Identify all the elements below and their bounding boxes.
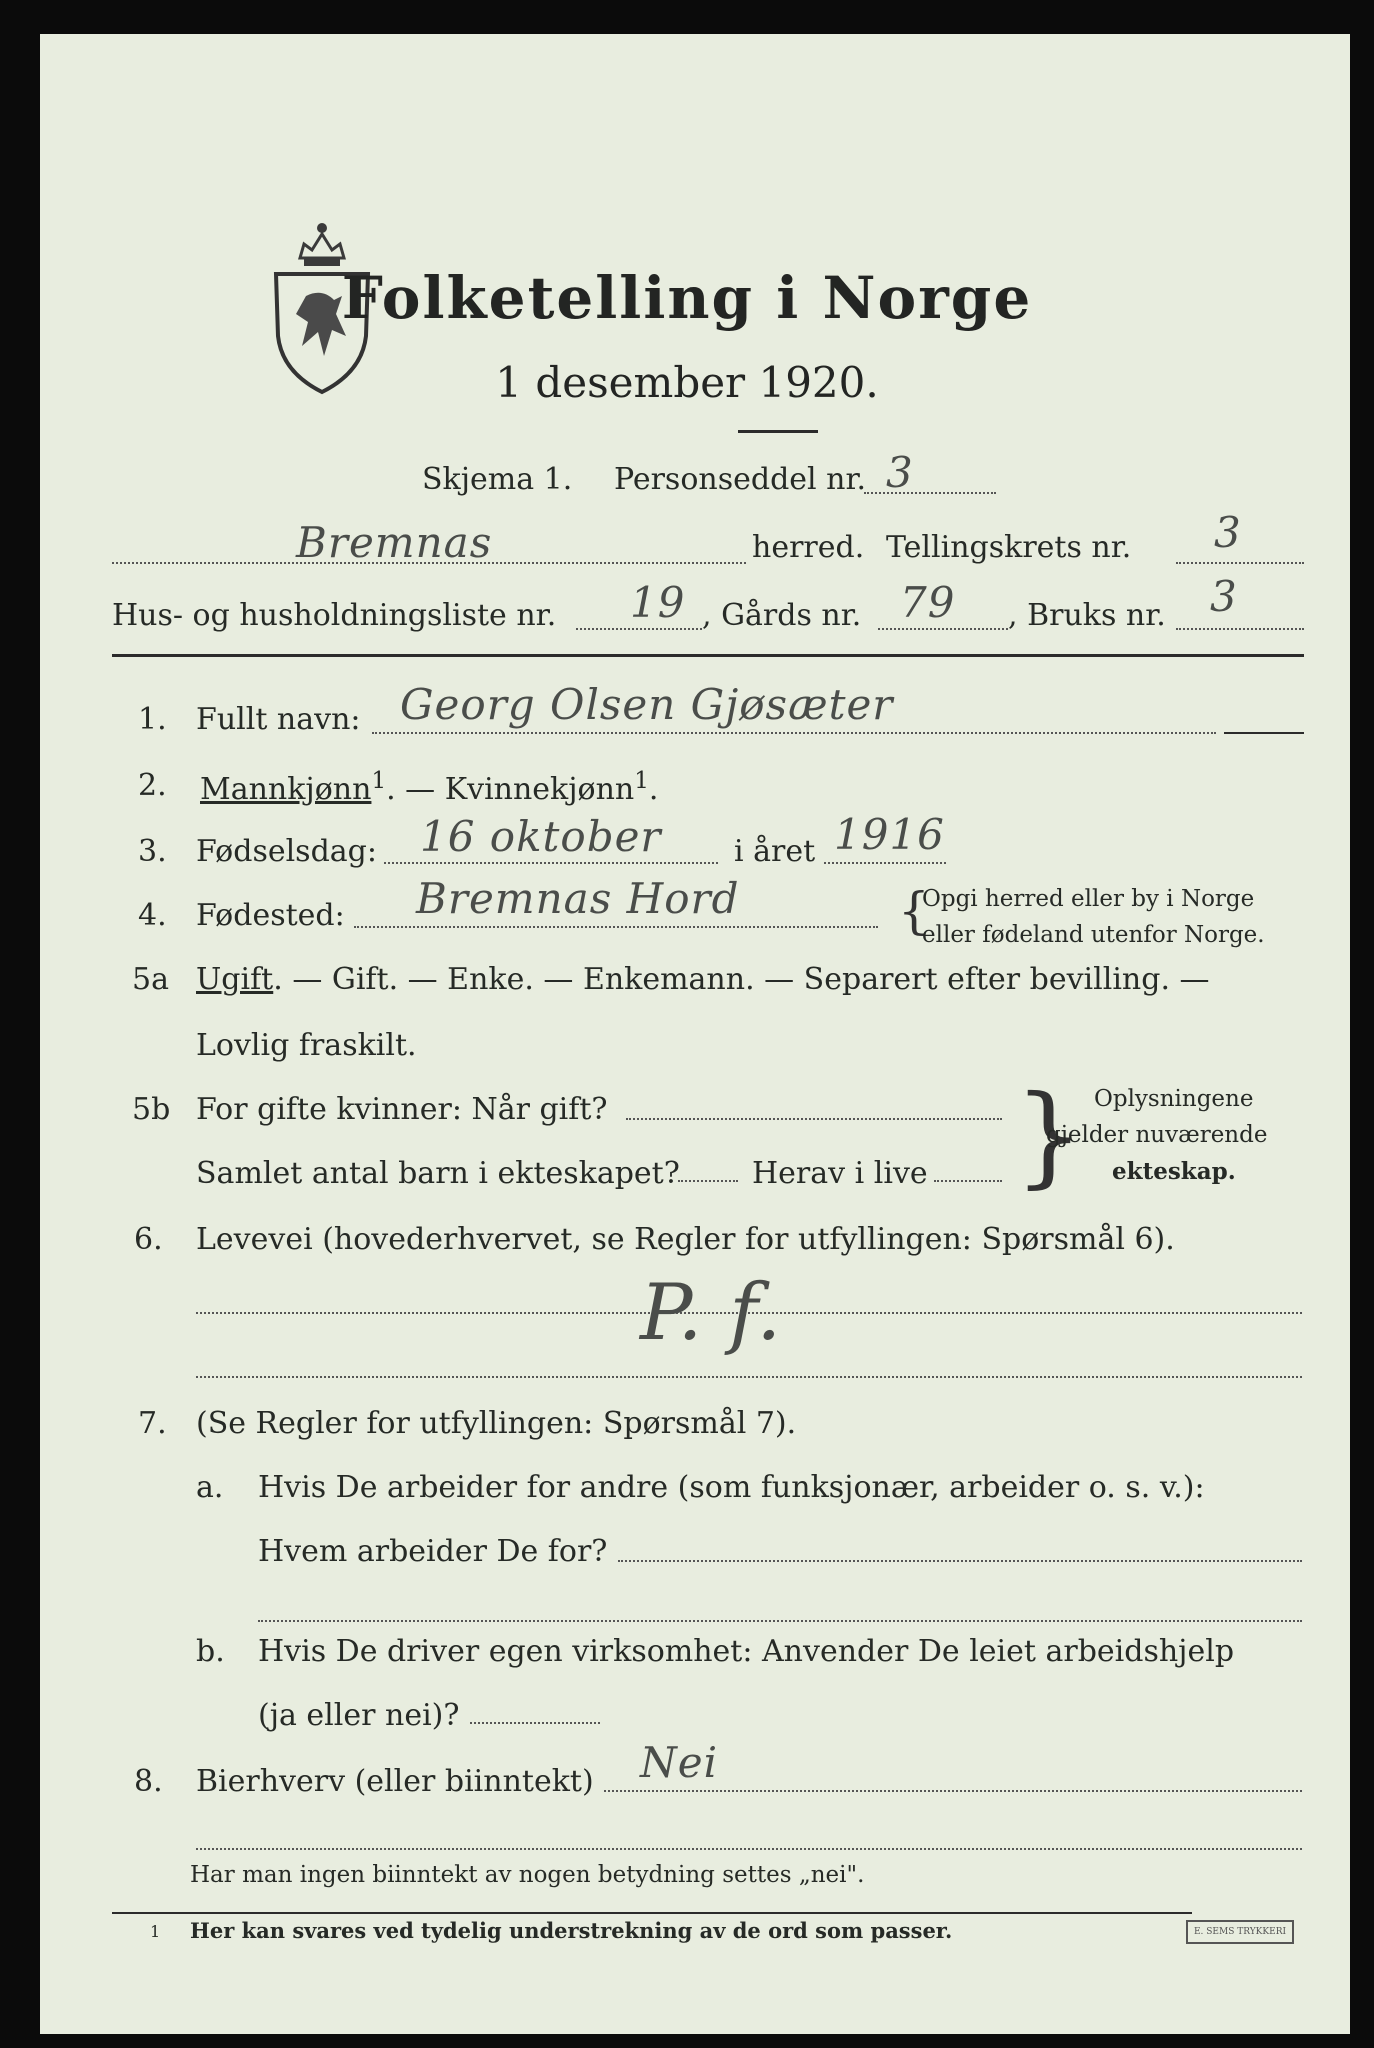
q5b-number: 5b [132,1092,171,1127]
q2-number: 2. [138,768,167,803]
female-option[interactable]: Kvinnekjønn [444,772,635,807]
q1-number: 1. [138,702,167,737]
male-option[interactable]: Mannkjønn [200,772,372,807]
hus-line [576,628,702,630]
children-count-line [678,1180,738,1182]
year-label: i året [734,834,816,869]
q7-number: 7. [138,1406,167,1441]
full-name-end-line [1224,732,1304,734]
gender-separator: . — [386,772,436,807]
q5b-note-1: Oplysningene [1094,1086,1254,1112]
form-title: Folketelling i Norge [341,264,1033,332]
q7b-label-2: (ja eller nei)? [258,1698,460,1733]
side-income-line-2 [196,1848,1302,1850]
footnote-text: Her kan svares ved tydelig understrekning av de ord som passer. [190,1918,953,1943]
q6-label: Levevei (hovederhvervet, se Regler for utfyllingen: Spørsmål 6). [196,1222,1175,1257]
q5b-alive-label: Herav i live [752,1156,928,1191]
tellingskrets-line [1176,562,1304,564]
q5b-note-3: ekteskap. [1112,1158,1236,1185]
employer-line-2 [258,1620,1302,1622]
footnote-divider [112,1912,1192,1914]
q7-label: (Se Regler for utfyllingen: Spørsmål 7). [196,1406,797,1441]
birth-year-line [824,862,946,864]
birthplace-value[interactable]: Bremnas Hord [416,874,740,923]
gards-line [878,628,1008,630]
full-name-value[interactable]: Georg Olsen Gjøsæter [400,680,894,729]
birthplace-line [354,926,878,928]
personseddel-value[interactable]: 3 [886,448,914,497]
gards-label: , Gårds nr. [702,598,862,633]
q3-label: Fødselsdag: [196,834,377,869]
q5b-note-brace: } [1014,1071,1084,1199]
female-footnote-mark: 1 [634,768,649,794]
birthplace-note-2: eller fødeland utenfor Norge. [922,922,1265,948]
q2-row [200,768,658,807]
q4-label: Fødested: [196,898,345,933]
printer-stamp: E. SEMS TRYKKERI [1186,1920,1294,1944]
q5a-row [196,962,1210,997]
q7a-label-2: Hvem arbeider De for? [258,1534,608,1569]
male-footnote-mark: 1 [371,768,387,794]
no-income-note: Har man ingen biinntekt av nogen betydning settes „nei". [190,1862,865,1888]
side-income-value[interactable]: Nei [640,1738,719,1787]
q6-number: 6. [134,1222,163,1257]
children-alive-line [934,1180,1002,1182]
q5b-married-label: For gifte kvinner: Når gift? [196,1092,608,1127]
footnote-number: 1 [150,1922,161,1941]
tellingskrets-label: Tellingskrets nr. [886,530,1132,565]
title-divider [738,430,818,433]
gards-value[interactable]: 79 [900,578,956,627]
q5a-number: 5a [132,962,169,997]
side-income-line-1 [604,1790,1302,1792]
q1-label: Fullt navn: [196,702,361,737]
q3-number: 3. [138,834,167,869]
header-divider [112,654,1304,657]
birthplace-note-brace: { [898,882,930,940]
q7a-label-1: Hvis De arbeider for andre (som funksjonær, arbeider o. s. v.): [258,1470,1205,1505]
married-when-line [626,1118,1002,1120]
birthplace-note-1: Opgi herred eller by i Norge [922,886,1255,912]
bruks-value[interactable]: 3 [1210,572,1238,621]
marital-options: . — Gift. — Enke. — Enkemann. — Separert efter bevilling. — [273,962,1210,997]
tellingskrets-value[interactable]: 3 [1214,508,1242,557]
employer-line-1 [618,1560,1302,1562]
divorced-option[interactable]: Lovlig fraskilt. [196,1028,417,1063]
occupation-value[interactable]: P. f. [640,1268,783,1358]
q7a-letter: a. [196,1470,224,1505]
birth-year-value[interactable]: 1916 [834,810,945,859]
herred-label: herred. [752,530,865,565]
hired-help-line [470,1722,600,1724]
bruks-line [1176,628,1304,630]
gender-end: . [648,772,659,807]
q4-number: 4. [138,898,167,933]
herred-value[interactable]: Bremnas [296,518,493,567]
personseddel-label: Personseddel nr. [614,462,867,497]
q5b-note-2: gjelder nuværende [1046,1122,1268,1148]
unmarried-option[interactable]: Ugift [196,962,274,997]
q7b-letter: b. [196,1634,225,1669]
hus-label: Hus- og husholdningsliste nr. [112,598,557,633]
hus-value[interactable]: 19 [630,578,686,627]
form-date: 1 desember 1920. [495,358,879,407]
q7b-label-1: Hvis De driver egen virksomhet: Anvender De leiet arbeidshjelp [258,1634,1235,1669]
full-name-line [372,732,1216,734]
q8-label: Bierhverv (eller biinntekt) [196,1764,594,1799]
birth-date-line [384,862,718,864]
schema-label: Skjema 1. [422,462,573,497]
bruks-label: , Bruks nr. [1008,598,1166,633]
personseddel-line [864,492,996,494]
q8-number: 8. [134,1764,163,1799]
q5b-children-label: Samlet antal barn i ekteskapet? [196,1156,680,1191]
birth-date-value[interactable]: 16 oktober [420,812,662,861]
occupation-line-2 [196,1376,1302,1378]
